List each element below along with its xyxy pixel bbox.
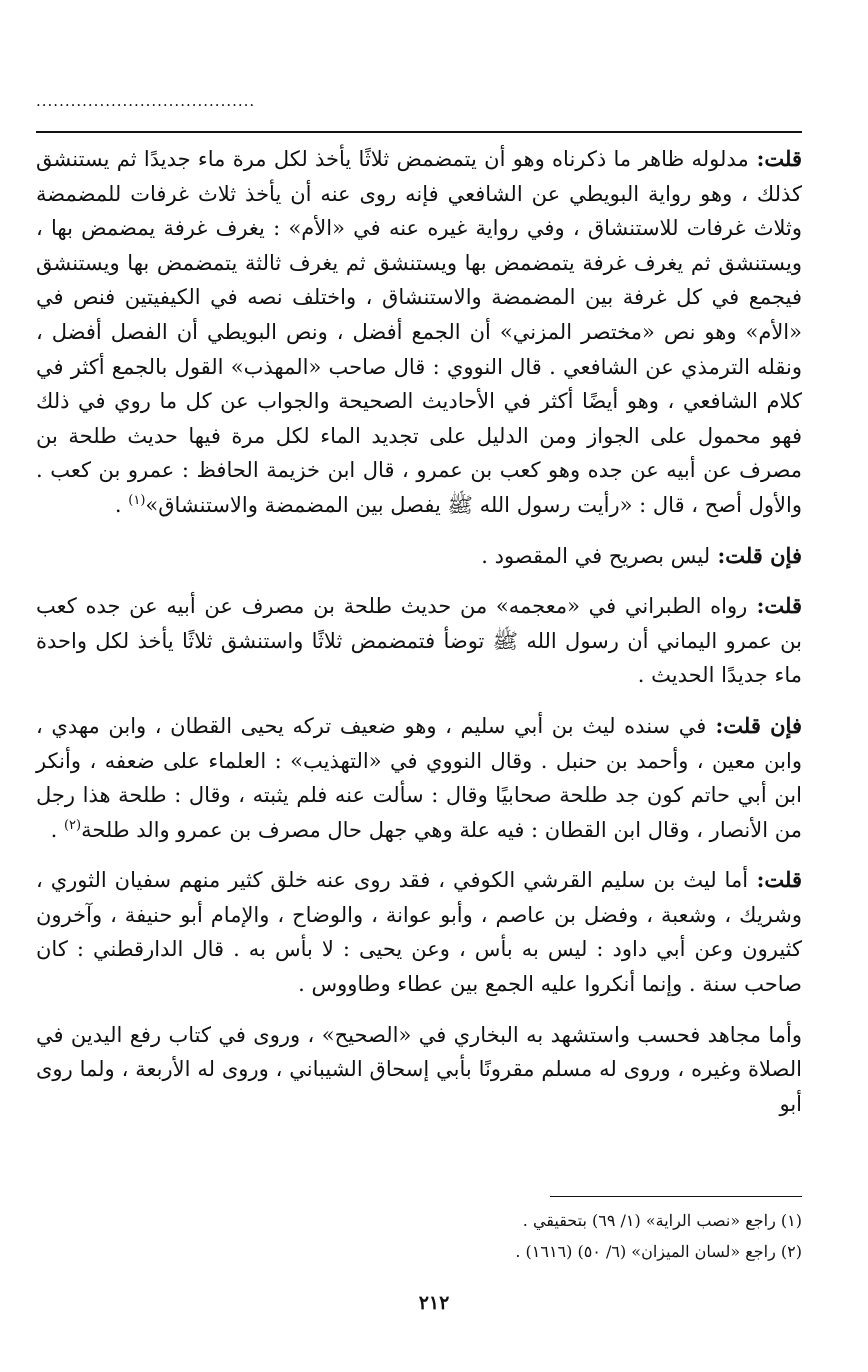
footnotes [42,1205,802,1267]
paragraph-tail: . [50,817,64,842]
paragraph-lead: فإن قلت: [706,712,802,738]
paragraph-lead: فإن قلت: [710,542,802,568]
page-number: ٢١٢ [418,1292,450,1314]
paragraph-lead: قلت: [748,867,802,893]
paragraph-text: أما ليث بن سليم القرشي الكوفي ، فقد روى عنه خلق كثير منهم سفيان الثوري ، وشريك ، وشعبة ، وفضل بن عاصم ، وأبو عوانة ، والوضاح ، والإمام أبو حنيفة ، وآخرون كثيرون وعن أبي داود : ليس به بأس ، وعن يحيى : لا بأس به . قال الدارقطني : كان صاحب سنة . وإنما أنكروا عليه الجمع بين عطاء وطاووس . [36,868,802,997]
paragraph-text: ليس بصريح في المقصود . [481,543,711,568]
paragraph [36,709,802,847]
paragraph-text: مدلوله ظاهر ما ذكرناه وهو أن يتمضمض ثلاثًا يأخذ لكل مرة ماء جديدًا ثم يستنشق كذلك ، وهو رواية البويطي عن الشافعي فإنه روى عنه أن يأخذ ثلاث غرفات للمضمضة وثلاث غرفات للاستنشاق ، وفي رواية غيره عنه في «الأم» : يغرف غرفة يمضمض بها ، ويستنشق ثم يغرف غرفة يتمضمض بها ويستنشق ثم يغرف ثالثة يتمضمض بها ويستنشق فيجمع في كل غرفة بين المضمضة والاستنشاق ، واختلف نصه في الكيفيتين فنص في «الأم» وهو نص «مختصر المزني» أن الجمع أفضل ، ونص البويطي أن الفصل أفضل ، ونقله الترمذي عن الشافعي . قال النووي : قال صاحب «المهذب» القول بالجمع أكثر في كلام الشافعي ، وهو أيضًا أكثر في الأحاديث الصحيحة والجواب عن كل ما روي في ذلك فهو محمول على الجواز ومن الدليل على تجديد الماء لكل مرة فيها حديث طلحة بن مصرف عن أبيه عن جده وهو كعب بن عمرو ، قال ابن خزيمة الحافظ : عمرو بن كعب . والأول أصح ، قال : «رأيت رسول الله ﷺ يفصل بين المضمضة والاستنشاق» [36,147,802,517]
paragraph [36,863,802,1001]
paragraph [36,539,802,574]
footnote: (٢) راجع «لسان الميزان» (٦/ ٥٠) (١٦١٦) . [515,1242,802,1261]
paragraph-lead: قلت: [747,593,802,619]
footnote-ref: (٢) [63,817,82,833]
header-rule [36,131,802,133]
main-text [36,142,802,1121]
paragraph [36,589,802,693]
footnote: (١) راجع «نصب الراية» (١/ ٦٩) بتحقيقي . [522,1211,802,1230]
footnote-rule [550,1196,802,1197]
paragraph [36,1018,802,1122]
paragraph [36,142,802,523]
paragraph-text: وأما مجاهد فحسب واستشهد به البخاري في «الصحيح» ، وروى في كتاب رفع اليدين في الصلاة وغيره ، وروى له مسلم مقرونًا بأبي إسحاق الشيباني ، وروى له الأربعة ، ولما روى أبو [36,1022,802,1116]
footnote-ref: (١) [128,492,146,508]
paragraph-lead: قلت: [748,146,802,171]
paragraph-tail: . [114,492,129,517]
paragraph-text: رواه الطبراني في «معجمه» من حديث طلحة بن مصرف عن أبيه عن جده كعب بن عمرو اليماني أن رسول الله ﷺ توضأ فتمضمض ثلاثًا واستنشق ثلاثًا يأخذ لكل واحدة ماء جديدًا الحديث . [36,594,802,688]
paragraph-text: في سنده ليث بن أبي سليم ، وهو ضعيف تركه يحيى القطان ، وابن مهدي ، وابن معين ، وأحمد بن حنبل . وقال النووي في «التهذيب» : العلماء على ضعفه ، وأنكر ابن أبي حاتم كون جد طلحة صحابيًا وقال : سألت عنه فلم يثبته ، وقال : طلحة هذا رجل من الأنصار ، وقال ابن القطان : فيه علة وهي جهل حال مصرف بن عمرو والد طلحة [36,713,802,842]
dotted-leader: ...................................... [36,92,256,110]
